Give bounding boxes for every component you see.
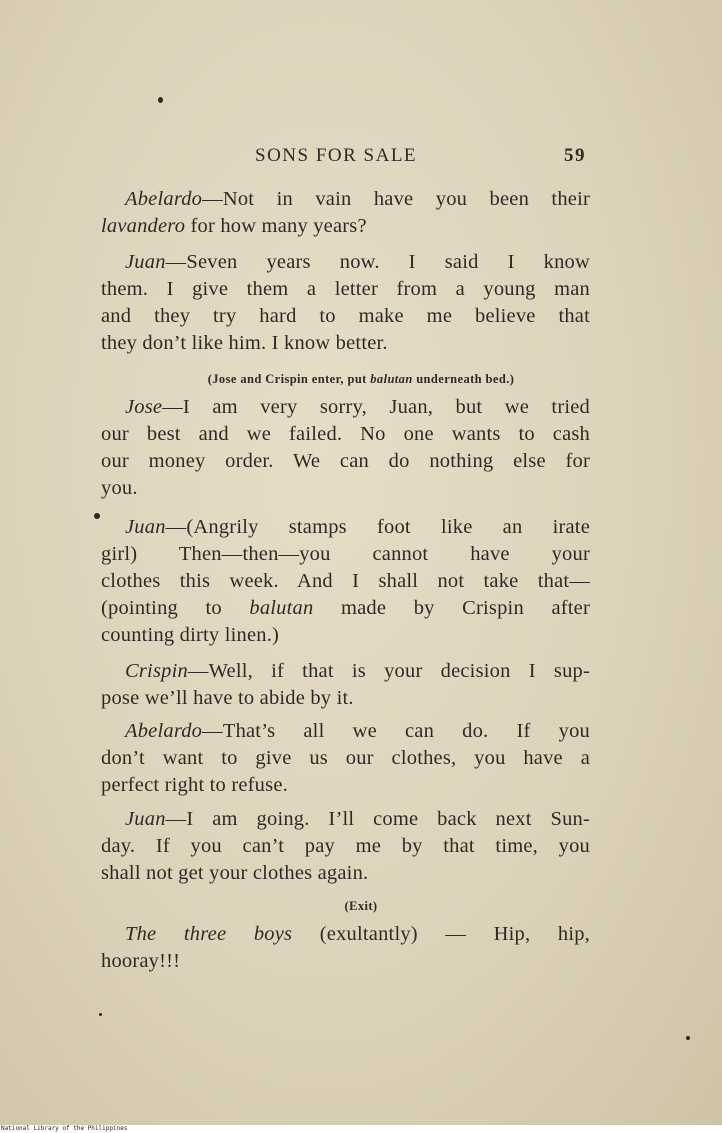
text-line: lavandero for how many years? [101,215,367,237]
text-line: pose we’ll have to abide by it. [101,687,354,709]
text-line: The three boys (exultantly) — Hip, hip, [125,923,590,945]
text-line: don’t want to give us our clothes, you have a [101,747,590,769]
text-line: girl) Then—then—you cannot have your [101,543,590,565]
speaker-name: Abelardo [125,188,203,210]
stage-direction-exit: (Exit) [344,899,378,913]
ink-speck [158,97,163,103]
text-line: counting dirty linen.) [101,624,280,646]
page-number: 59 [564,145,586,166]
text-line: them. I give them a letter from a young man [101,278,590,300]
digitization-credit: National Library of the Philippines [0,1125,722,1133]
text-line: (pointing to balutan made by Crispin after [101,597,590,619]
running-head [0,143,722,169]
text-line: day. If you can’t pay me by that time, you [101,835,590,857]
dialogue-jose [101,394,590,502]
text-line: they don’t like him. I know better. [101,332,388,354]
text-line: Juan—(Angrily stamps foot like an irate [125,516,590,538]
dialogue-abelardo-1 [101,186,590,240]
text-line: Juan—Seven years now. I said I know [125,251,590,273]
dialogue-juan-3 [101,806,590,887]
speaker-name: Juan [125,808,166,830]
speaker-name: Juan [125,251,166,273]
speaker-name: Jose [125,396,163,418]
stage-direction: (Jose and Crispin enter, put balutan underneath bed.) [207,372,515,386]
text-line: hooray!!! [101,950,181,972]
dialogue-three-boys [101,921,590,975]
ink-speck [94,513,100,519]
text-line: perfect right to refuse. [101,774,288,796]
text-line: Abelardo—Not in vain have you been their [125,188,590,210]
dialogue-juan-2 [101,514,590,649]
speaker-name: Crispin [125,660,188,682]
ink-speck [686,1036,690,1040]
ink-speck [99,1013,102,1016]
dialogue-crispin [101,658,590,712]
speaker-name: The three boys [125,923,293,945]
text-line: Crispin—Well, if that is your decision I sup- [125,660,590,682]
dialogue-juan-1 [101,249,590,357]
text-line: Juan—I am going. I’ll come back next Sun- [125,808,590,830]
speaker-name: Abelardo [125,720,203,742]
text-line: you. [101,477,138,499]
running-title: SONS FOR SALE [255,145,418,166]
text-line: and they try hard to make me believe that [101,305,590,327]
text-line: Abelardo—That’s all we can do. If you [125,720,590,742]
dialogue-abelardo-2 [101,718,590,799]
speaker-name: Juan [125,516,166,538]
text-line: clothes this week. And I shall not take that— [101,570,590,592]
text-line: Jose—I am very sorry, Juan, but we tried [125,396,590,418]
text-line: our best and we failed. No one wants to cash [101,423,590,445]
text-line: shall not get your clothes again. [101,862,369,884]
text-line: our money order. We can do nothing else for [101,450,590,472]
